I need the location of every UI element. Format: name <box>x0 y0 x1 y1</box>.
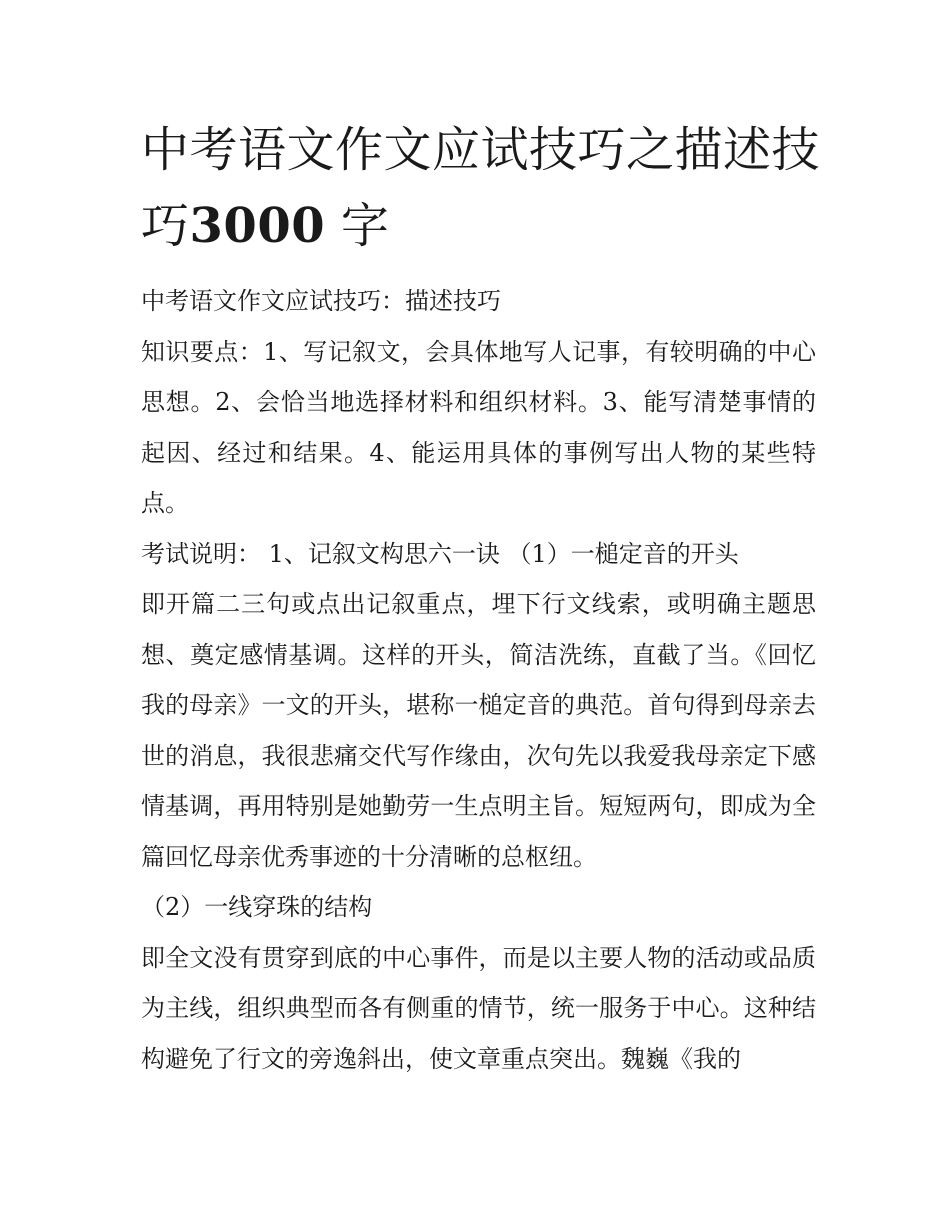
title-suffix: 字 <box>340 198 390 254</box>
document-title <box>141 112 821 264</box>
exam-notes-paragraph: 考试说明： 1、记叙文构思六一诀 （1）一槌定音的开头 <box>141 539 739 568</box>
document-body <box>141 276 816 1084</box>
title-number: 3000 <box>189 198 326 254</box>
title-text: 中考语文作文应试技巧之描述技巧 <box>141 122 821 254</box>
structure-description-paragraph: 即全文没有贯穿到底的中心事件，而是以主要人物的活动或品质为主线，组织典型而各有侧重的情节，统一服务于中心。这种结构避免了行文的旁逸斜出，使文章重点突出。魏巍《我的 <box>141 943 816 1073</box>
opening-technique-paragraph: 即开篇二三句或点出记叙重点，埋下行文线索，或明确主题思想、奠定感情基调。这样的开头，简洁洗练，直截了当。《回忆我的母亲》一文的开头，堪称一槌定音的典范。首句得到母亲去世的消息，我很悲痛交代写作缘由，次句先以我爱我母亲定下感情基调，再用特别是她勤劳一生点明主旨。短短两句，即成为全篇回忆母亲优秀事迹的十分清晰的总枢纽。 <box>141 590 816 871</box>
structure-heading-paragraph: （2）一线穿珠的结构 <box>141 893 373 921</box>
subtitle-paragraph: 中考语文作文应试技巧：描述技巧 <box>141 287 501 315</box>
knowledge-points-paragraph: 知识要点：1、写记叙文，会具体地写人记事，有较明确的中心思想。2、会恰当地选择材料和组织材料。3、能写清楚事情的起因、经过和结果。4、能运用具体的事例写出人物的某些特点。 <box>141 337 816 517</box>
